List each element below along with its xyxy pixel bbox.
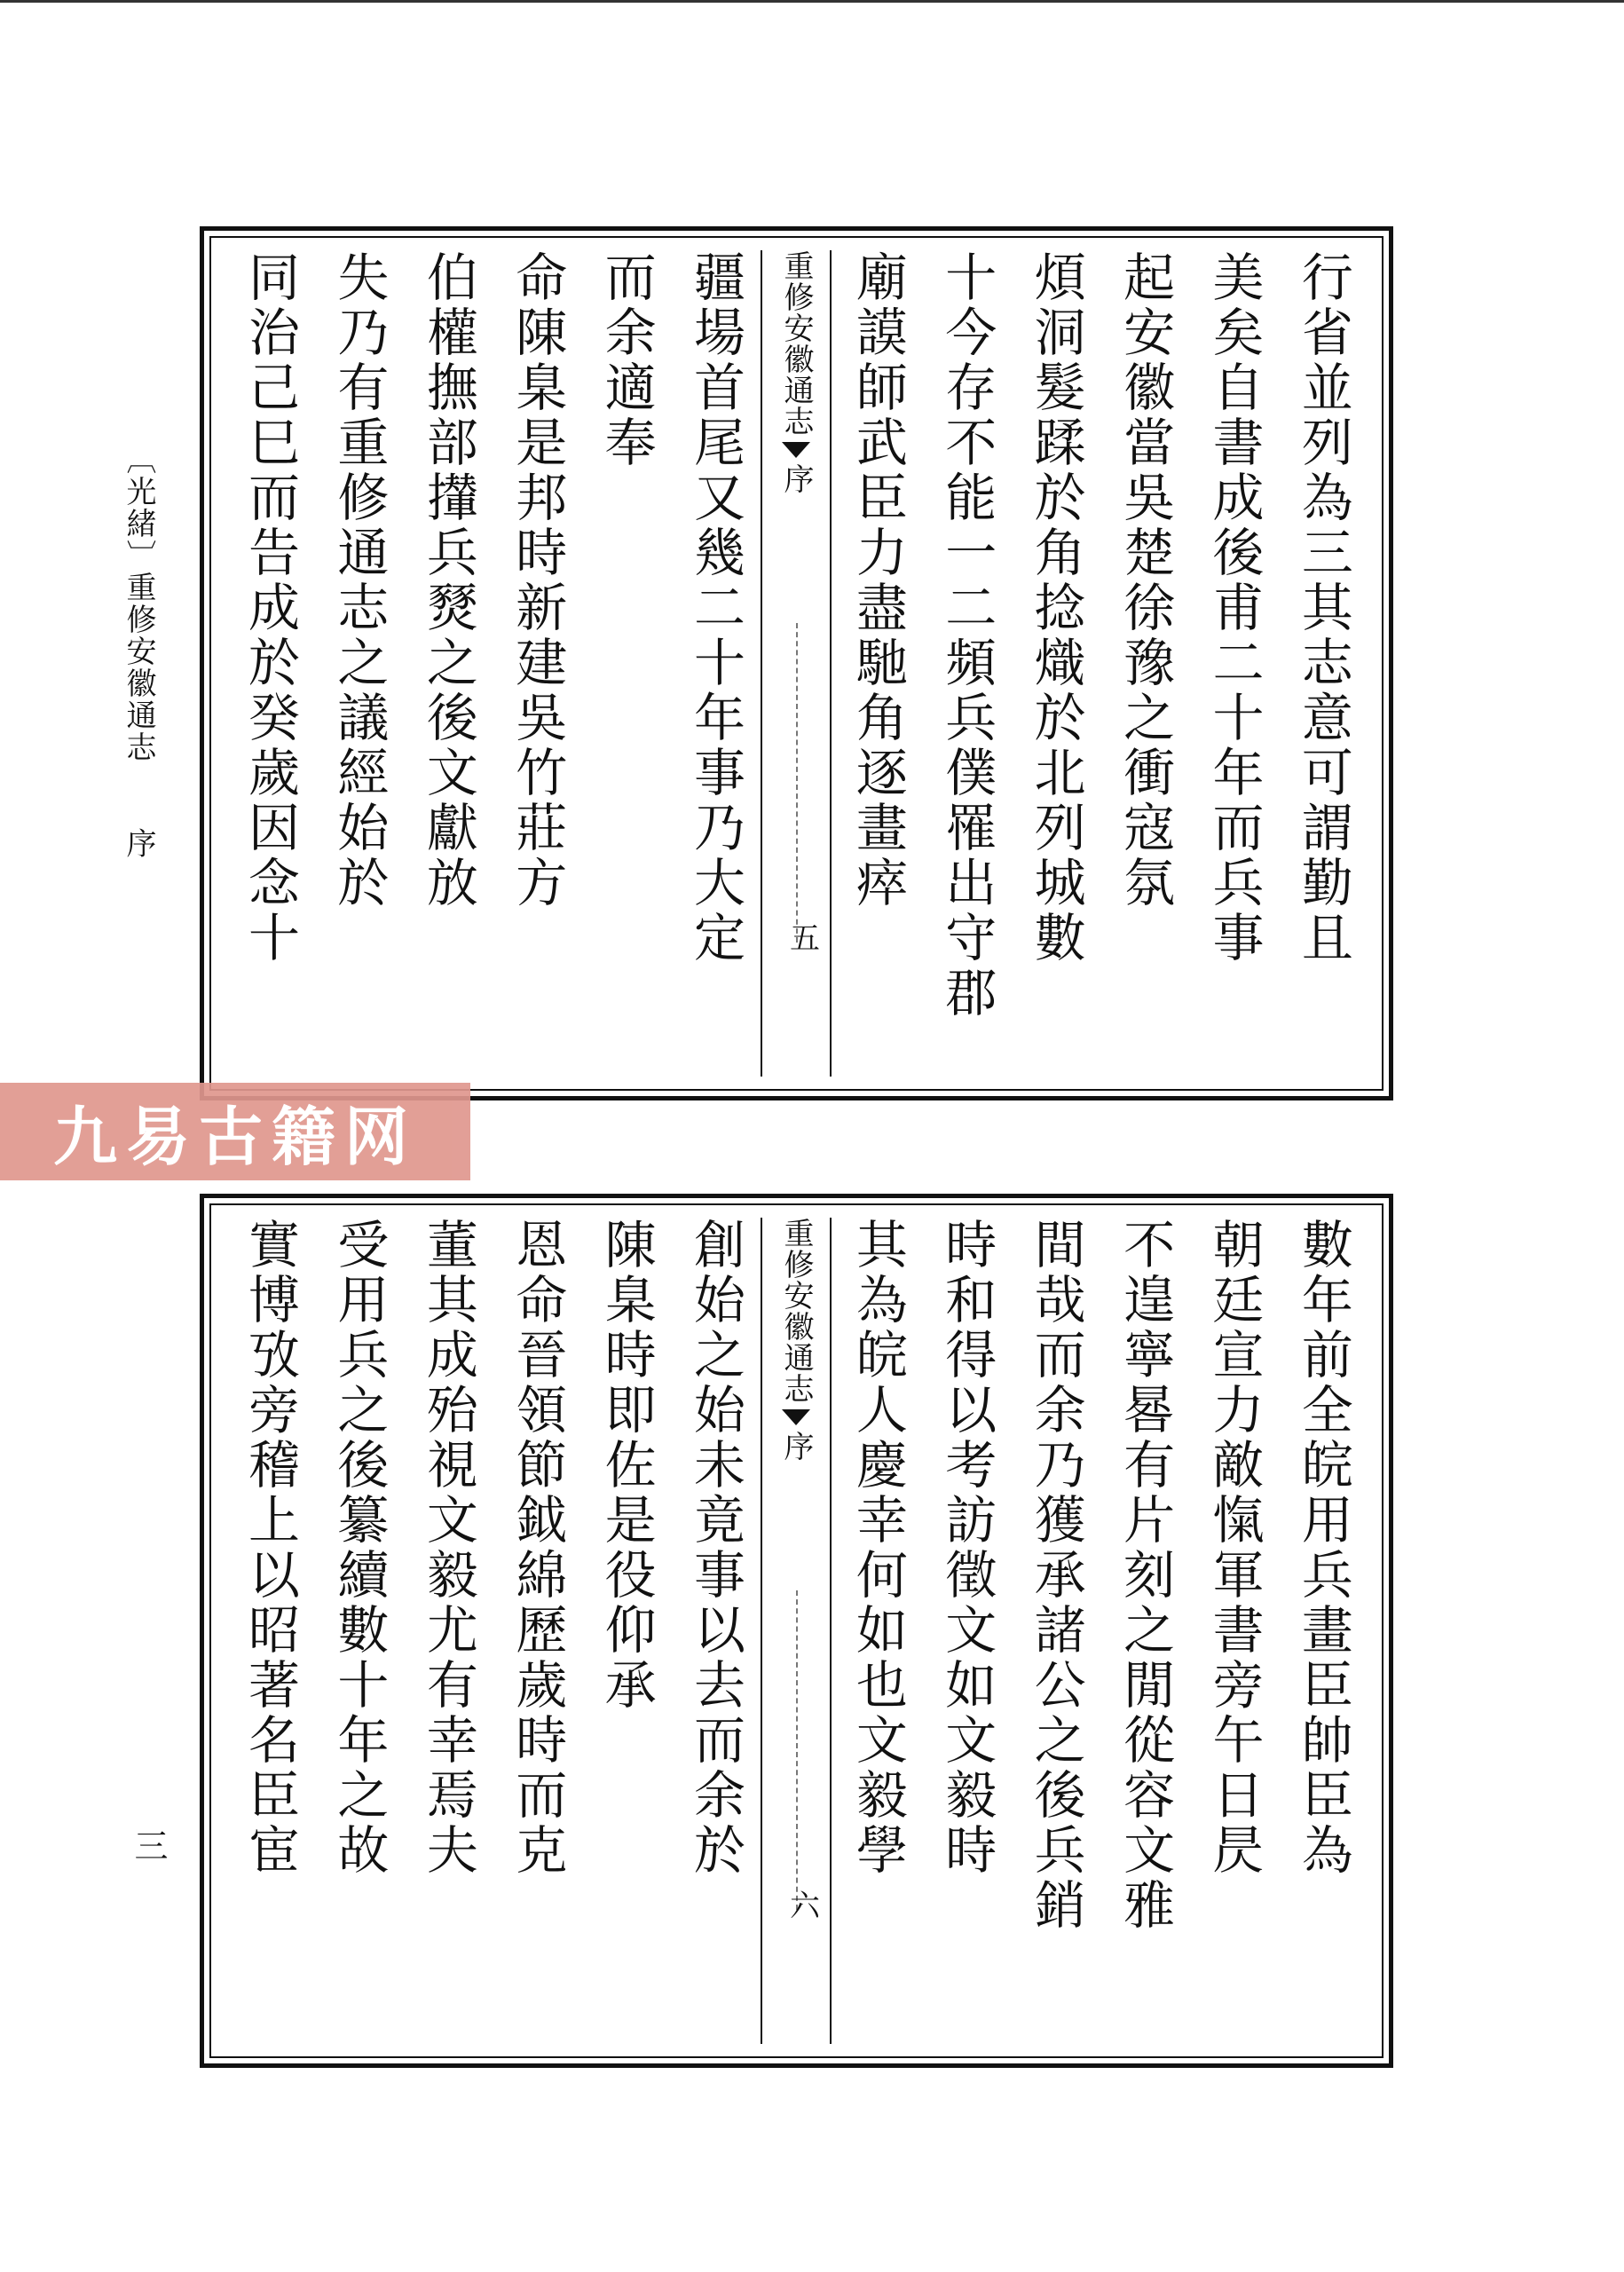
fold-band: [761, 1218, 832, 2044]
text-column: 數年前全皖用兵畫臣帥臣為: [1292, 1218, 1353, 1878]
bottom-leaf: [200, 1194, 1393, 2068]
running-head-book-title: 〔光緒〕重修安徽通志: [121, 444, 156, 763]
band-section: 序: [777, 463, 814, 493]
text-column: 實博攷旁稽上以昭著名臣宦: [240, 1218, 300, 1878]
band-title: 重修安徽通志: [777, 1218, 814, 1404]
fold-band: [761, 250, 832, 1077]
fish-tail-mark: [782, 442, 810, 458]
top-leaf-text: [226, 250, 1367, 1077]
text-column: 十今存不能一二頻兵僕罹出守郡: [936, 250, 997, 1021]
text-column: 受用兵之後纂續數十年之故: [328, 1218, 390, 1878]
running-head: [117, 444, 161, 860]
page-number: 三: [129, 1828, 168, 1862]
text-column: 命陳臬是邦時新建吳竹莊方: [507, 250, 568, 911]
text-column: 而余適奉: [595, 250, 657, 470]
top-rule: [0, 0, 1624, 3]
text-column: 美矣自書成後甫二十年而兵事: [1203, 250, 1265, 966]
text-column: 不遑寧晷有片刻之閒從容文雅: [1115, 1218, 1176, 1933]
text-column: 起安徽當吳楚徐豫之衝寇氛: [1115, 250, 1176, 911]
top-leaf: [200, 226, 1393, 1100]
bottom-leaf-text: [226, 1218, 1367, 2044]
text-column: 同治己巳而告成於癸歲因念十: [240, 250, 300, 966]
text-column: 廟謨師武臣力盡馳角逐畫瘁: [847, 250, 908, 911]
text-column: 其為皖人慶幸何如也文毅學: [847, 1218, 908, 1878]
running-head-section: 序: [121, 827, 156, 860]
fish-tail-mark: [782, 1409, 810, 1425]
text-column: 煩洞髮蹂於角捻熾於北列城數: [1025, 250, 1086, 966]
text-column: 失乃有重修通志之議經始於: [328, 250, 390, 911]
watermark-text: 九易古籍网: [52, 1100, 417, 1174]
band-section: 序: [777, 1431, 814, 1461]
text-column: 董其成殆視文毅尤有幸焉夫: [417, 1218, 478, 1878]
fold-guide-line: [796, 623, 798, 943]
text-column: 伯權撫部攆兵燹之後文獻放: [417, 250, 478, 911]
text-column: 創始之始未竟事以去而余於: [685, 1218, 746, 1878]
text-column: 行省並列為三其志意可謂勤且: [1292, 250, 1353, 966]
text-column: 朝廷宣力敵愾軍書旁午日昃: [1203, 1218, 1265, 1878]
text-column: 陳臬時即佐是役仰承: [595, 1218, 657, 1713]
band-page-number: 六: [784, 1889, 820, 1920]
band-title: 重修安徽通志: [777, 250, 814, 437]
text-column: 時和得以考訪徵文如文毅時: [936, 1218, 997, 1878]
text-column: 恩命晉領節鉞綿歷歲時而克: [507, 1218, 568, 1878]
text-column: 間哉而余乃獲承諸公之後兵銷: [1025, 1218, 1086, 1933]
watermark-banner: [0, 1083, 470, 1180]
text-column: 疆場首尾又幾二十年事乃大定: [685, 250, 746, 966]
fold-guide-line: [796, 1590, 798, 1910]
band-page-number: 五: [784, 922, 820, 952]
